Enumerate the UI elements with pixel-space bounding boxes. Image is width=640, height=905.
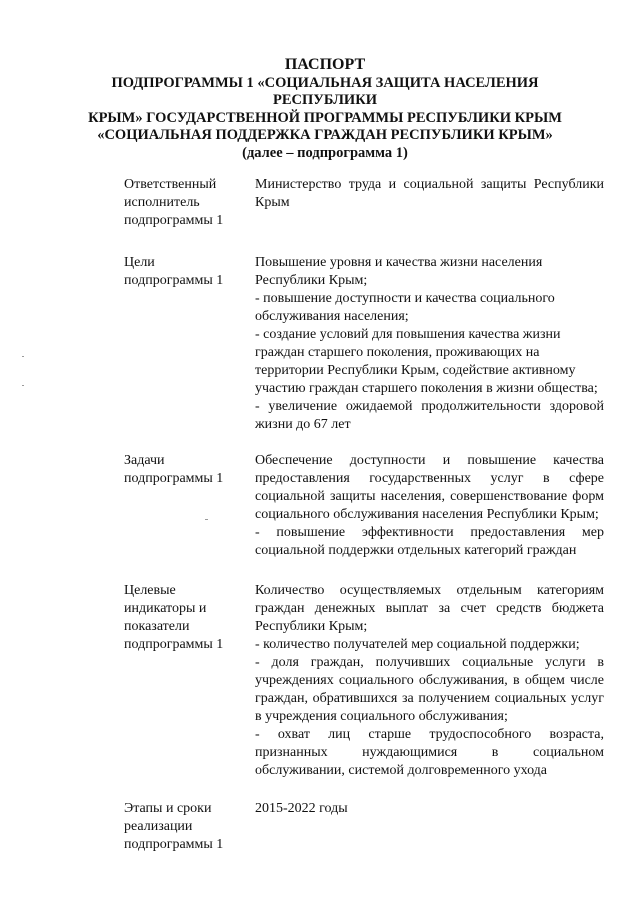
value-paragraph: Министерство труда и социальной защиты Республики Крым — [255, 177, 604, 210]
passport-table — [124, 176, 604, 854]
row-value — [255, 800, 604, 854]
row-goals — [124, 254, 604, 434]
scan-speck — [205, 519, 208, 520]
label-line: Ответственный — [124, 177, 217, 192]
document-header — [70, 56, 580, 162]
label-line: подпрограммы 1 — [124, 837, 224, 852]
document-title: ПАСПОРТ — [284, 56, 366, 73]
label-line: подпрограммы 1 — [124, 213, 224, 228]
row-target-indicators — [124, 582, 604, 780]
subprogram-name-line-1: ПОДПРОГРАММЫ 1 «СОЦИАЛЬНАЯ ЗАЩИТА НАСЕЛЕНИЯ РЕСПУБЛИКИ — [111, 74, 539, 108]
subprogram-name-line-2: КРЫМ» ГОСУДАРСТВЕННОЙ ПРОГРАММЫ РЕСПУБЛИКИ КРЫМ — [88, 109, 562, 126]
label-line: показатели — [124, 619, 190, 634]
label-line: Задачи — [124, 453, 165, 468]
row-label — [124, 800, 255, 854]
label-line: реализации — [124, 819, 193, 834]
label-line: подпрограммы 1 — [124, 273, 224, 288]
value-paragraph: Количество осуществляемых отдельным категориям граждан денежных выплат за счет средств бюджета Республики Крым; — [255, 583, 604, 634]
subprogram-alias: (далее – подпрограмма 1) — [242, 144, 408, 161]
value-paragraph: - доля граждан, получивших социальные услуги в учреждениях социального обслуживания, в общем числе граждан, обратившихся за получением социальных услуг в учреждения социального обслуживания; — [255, 655, 604, 724]
label-line: Целевые — [124, 583, 176, 598]
row-value — [255, 176, 604, 230]
row-label — [124, 582, 255, 780]
row-label — [124, 254, 255, 434]
label-line: подпрограммы 1 — [124, 637, 224, 652]
row-value — [255, 254, 604, 434]
scan-speck — [22, 385, 24, 386]
row-label — [124, 452, 255, 560]
row-responsible-executor — [124, 176, 604, 230]
row-tasks — [124, 452, 604, 560]
value-paragraph: 2015-2022 годы — [255, 801, 348, 816]
value-paragraph: - повышение доступности и качества социального обслуживания населения; — [255, 291, 555, 324]
label-line: Цели — [124, 255, 155, 270]
value-paragraph: Обеспечение доступности и повышение качества предоставления государственных услуг в сфере социальной защиты населения, совершенствование форм социального обслуживания населения Республики Крым; — [255, 453, 604, 522]
subprogram-name-line-3: «СОЦИАЛЬНАЯ ПОДДЕРЖКА ГРАЖДАН РЕСПУБЛИКИ КРЫМ» — [97, 127, 553, 143]
value-paragraph: Повышение уровня и качества жизни населения Республики Крым; — [255, 255, 543, 288]
value-paragraph: - создание условий для повышения качества жизни граждан старшего поколения, проживающих на территории Республики Крым, содействие активному участию граждан старшего поколения в жизни общества; — [255, 327, 598, 396]
row-value — [255, 582, 604, 780]
label-line: индикаторы и — [124, 601, 207, 616]
row-stages-and-terms — [124, 800, 604, 854]
value-paragraph: - охват лиц старше трудоспособного возраста, признанных нуждающимися в социальном обслуживании, системой долговременного ухода — [255, 727, 604, 778]
label-line: подпрограммы 1 — [124, 471, 224, 486]
label-line: Этапы и сроки — [124, 801, 212, 816]
value-paragraph: - повышение эффективности предоставления мер социальной поддержки отдельных категорий граждан — [255, 525, 604, 558]
row-value — [255, 452, 604, 560]
value-paragraph: - увеличение ожидаемой продолжительности здоровой жизни до 67 лет — [255, 399, 604, 432]
value-paragraph: - количество получателей мер социальной поддержки; — [255, 637, 580, 652]
label-line: исполнитель — [124, 195, 200, 210]
row-label — [124, 176, 255, 230]
scan-speck — [22, 356, 24, 357]
